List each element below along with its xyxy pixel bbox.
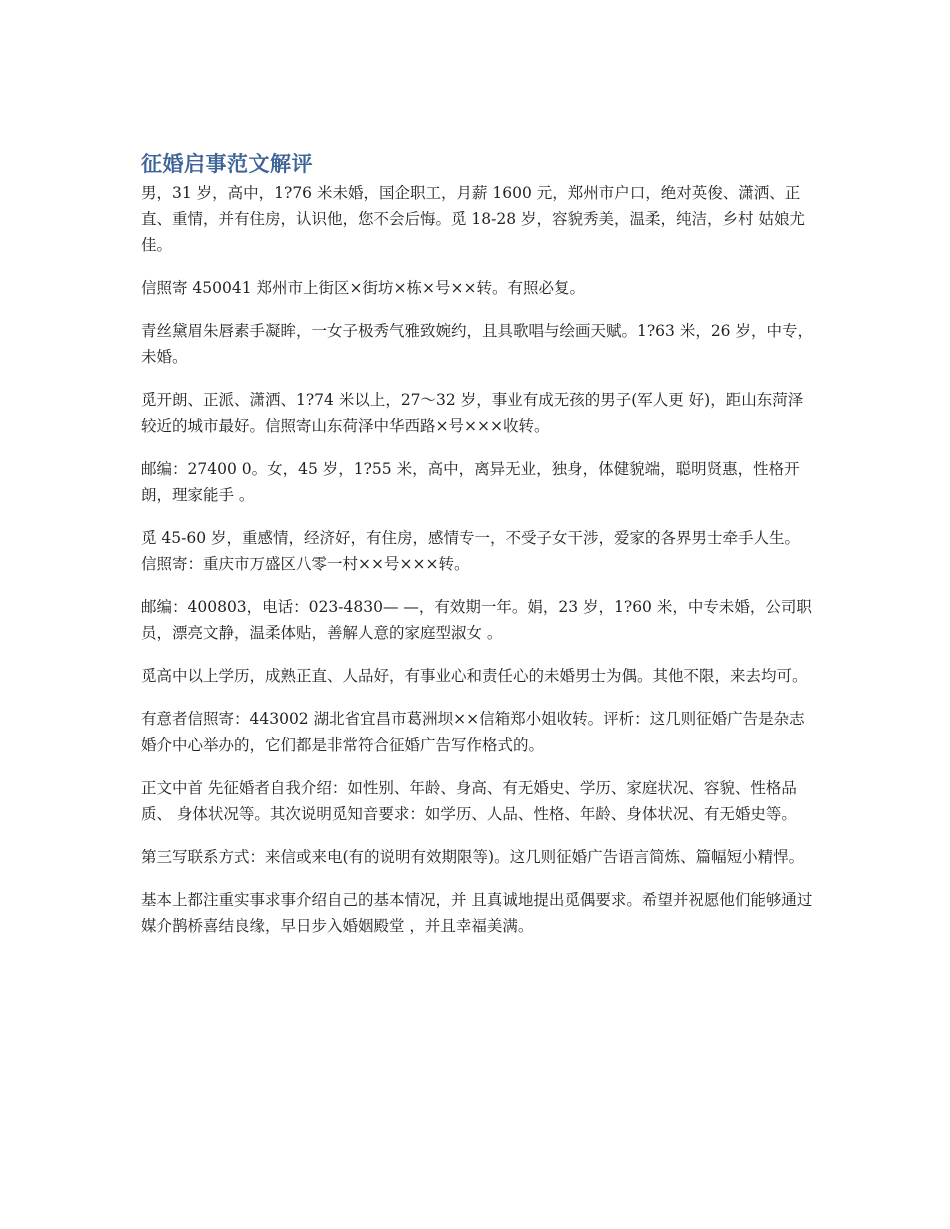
paragraph-7: 邮编：400803，电话：023-4830— —，有效期一年。娟，23 岁，1?60 米，中专未婚，公司职员，漂亮文静，温柔体贴，善解人意的家庭型淑女 。 (141, 598, 812, 642)
paragraph-3: 青丝黛眉朱唇素手凝眸，一女子极秀气雅致婉约，且具歌唱与绘画天赋。1?63 米，26 岁，中专，未婚。 (141, 322, 813, 366)
document-title: 征婚启事范文解评 (141, 152, 313, 176)
paragraph-6: 觅 45-60 岁，重感情，经济好，有住房，感情专一，不受子女干涉，爱家的各界男士牵手人生。信照寄：重庆市万盛区八零一村××号×××转。 (141, 529, 801, 573)
paragraph-5: 邮编：27400 0。女，45 岁，1?55 米，高中，离异无业，独身，体健貌端，聪明贤惠，性格开朗，理家能手 。 (141, 460, 800, 504)
document-page (141, 150, 813, 956)
paragraph-9: 有意者信照寄：443002 湖北省宜昌市葛洲坝××信箱郑小姐收转。评析：这几则征婚广告是杂志婚介中心举办的，它们都是非常符合征婚广告写作格式的。 (141, 710, 805, 754)
paragraph-10: 正文中首 先征婚者自我介绍：如性别、年龄、身高、有无婚史、学历、家庭状况、容貌、性格品质、 身体状况等。其次说明觅知音要求：如学历、人品、性格、年龄、身体状况、有无婚史等。 (141, 779, 797, 823)
paragraph-12: 基本上都注重实事求事介绍自己的基本情况，并 且真诚地提出觅偶要求。希望并祝愿他们能够通过媒介鹊桥喜结良缘，早日步入婚姻殿堂 ，并且幸福美满。 (141, 891, 813, 935)
paragraph-11: 第三写联系方式：来信或来电(有的说明有效期限等)。这几则征婚广告语言简炼、篇幅短小精悍。 (141, 848, 805, 866)
paragraph-4: 觅开朗、正派、潇洒、1?74 米以上，27～32 岁，事业有成无孩的男子(军人更 好)，距山东菏泽较近的城市最好。信照寄山东荷泽中华西路×号×××收转。 (141, 391, 804, 435)
paragraph-8: 觅高中以上学历，成熟正直、人品好，有事业心和责任心的未婚男士为偶。其他不限，来去均可。 (141, 667, 808, 685)
paragraph-1: 男，31 岁，高中，1?76 米未婚，国企职工，月薪 1600 元，郑州市户口，绝对英俊、潇洒、正直、重情，并有住房，认识他，您不会后悔。觅 18-28 岁，容貌秀美，温柔，纯洁，乡村 姑娘尤佳。 (141, 184, 805, 254)
paragraph-2: 信照寄 450041 郑州市上街区×街坊×栋×号××转。有照必复。 (141, 279, 585, 297)
